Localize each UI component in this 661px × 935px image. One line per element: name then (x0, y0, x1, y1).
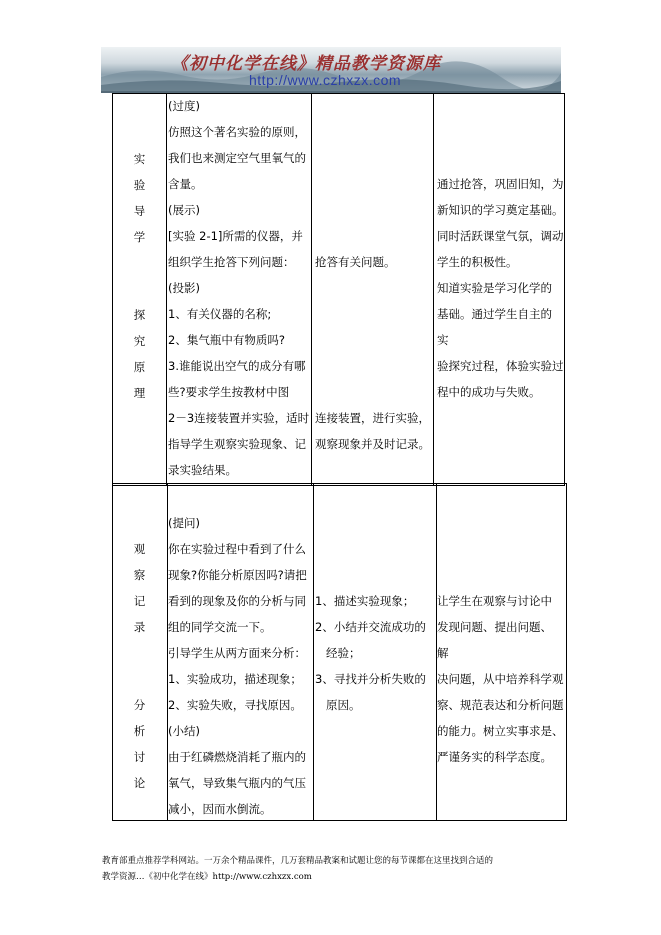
text-line (437, 119, 568, 145)
text-line: 同时活跃课堂气氛，调动 (437, 229, 564, 243)
row1-intent-text (437, 93, 568, 405)
text-line: 看到的现象及你的分析与同 (168, 594, 306, 608)
text-line: 发现问题、提出问题、 (437, 620, 552, 634)
text-line: 现象?你能分析原因吗?请把 (168, 568, 307, 582)
text-line: 的能力。树立实事求是、 (437, 724, 564, 738)
text-line: 连接装置，进行实验， (315, 411, 430, 425)
text-line (437, 562, 568, 588)
footer-link[interactable]: 教学资源…《初中化学在线》http://www.czhxzx.com (102, 872, 312, 882)
text-line (315, 145, 435, 171)
text-line: 引导学生从两方面来分析： (168, 646, 306, 660)
row1-student-text (315, 93, 435, 457)
text-line: 严谨务实的科学态度。 (437, 750, 552, 764)
text-line: 些?要求学生按教材中图 (168, 385, 290, 399)
text-line: 3.谁能说出空气的成分有哪 (168, 359, 306, 373)
text-line: 知道实验是学习化学的 (437, 281, 552, 295)
stage-char: 原 (133, 360, 146, 374)
text-line: (小结) (168, 724, 200, 738)
text-line: 录实验结果。 (168, 463, 237, 477)
text-line (315, 301, 435, 327)
text-line: 新知识的学习奠定基础。 (437, 203, 564, 217)
stage-char: 析 (133, 724, 146, 738)
text-line: 1、实验成功，描述现象； (168, 672, 302, 686)
text-line: 程中的成功与失败。 (437, 385, 541, 399)
text-line: 由于红磷燃烧消耗了瓶内的 (168, 750, 306, 764)
text-line: 观察现象并及时记录。 (315, 437, 430, 451)
text-line: 基础。通过学生自主的 (437, 307, 552, 321)
text-line: 验探究过程，体验实验过 (437, 359, 564, 373)
text-line: 让学生在观察与讨论中 (437, 594, 552, 608)
text-line: 指导学生观察实验现象、记 (168, 437, 306, 451)
stage-char: 察 (133, 568, 146, 582)
row2-intent-text (437, 510, 568, 770)
row2-student-text (315, 510, 435, 718)
text-line: 组的同学交流一下。 (168, 620, 272, 634)
text-line: 仿照这个著名实验的原则， (168, 125, 306, 139)
text-line: 你在实验过程中看到了什么 (168, 542, 306, 556)
text-line (315, 379, 435, 405)
header-banner (101, 47, 561, 93)
text-line: 2、小结并交流成功的 (315, 620, 426, 634)
text-line: [实验 2-1]所需的仪器，并 (168, 229, 303, 243)
stage-char: 验 (133, 178, 146, 192)
banner-url[interactable]: http://www.czhxzx.com (249, 72, 402, 88)
text-line: 察、规范表达和分析问题 (437, 698, 564, 712)
text-line: (投影) (168, 281, 200, 295)
stage-char: 论 (133, 776, 146, 790)
text-line: 经验； (315, 646, 361, 660)
stage-char: 讨 (133, 750, 146, 764)
stage-char: 探 (133, 308, 146, 322)
row2-stage-text (112, 536, 167, 796)
text-line: 2－3连接装置并实验，适时 (168, 411, 310, 425)
text-line (315, 171, 435, 197)
text-line: 2、集气瓶中有物质吗? (168, 333, 285, 347)
text-line (315, 93, 435, 119)
text-line: 学生的积极性。 (437, 255, 518, 269)
text-line: 决问题，从中培养科学观 (437, 672, 564, 686)
stage-char: 实 (133, 152, 146, 166)
text-line (315, 562, 435, 588)
text-line: 我们也来测定空气里氧气的 (168, 151, 306, 165)
text-line: (展示) (168, 203, 200, 217)
stage-cell (113, 94, 167, 486)
text-line (315, 119, 435, 145)
row1-teacher-text (168, 93, 313, 483)
stage-char: 观 (133, 542, 146, 556)
stage-char: 录 (133, 620, 146, 634)
text-line (437, 536, 568, 562)
text-line (437, 93, 568, 119)
text-line: 减小，因而水倒流。 (168, 802, 272, 816)
stage-char: 导 (133, 204, 146, 218)
text-line: 通过抢答，巩固旧知，为 (437, 177, 564, 191)
text-line: 抢答有关问题。 (315, 255, 396, 269)
text-line: 2、实验失败，寻找原因。 (168, 698, 302, 712)
text-line (315, 536, 435, 562)
text-line (315, 223, 435, 249)
stage-char: 学 (133, 230, 146, 244)
stage-char: 记 (133, 594, 146, 608)
text-line: 解 (437, 646, 449, 660)
text-line (437, 145, 568, 171)
banner-title: 《初中化学在线》精品教学资源库 (171, 54, 441, 74)
text-line: 组织学生抢答下列问题： (168, 255, 295, 269)
text-line (315, 275, 435, 301)
text-line (315, 510, 435, 536)
text-line: 1、描述实验现象； (315, 594, 415, 608)
text-line (315, 327, 435, 353)
text-line: (提问) (168, 516, 200, 530)
row2-teacher-text (168, 510, 313, 822)
text-line: 含量。 (168, 177, 203, 191)
stage-char: 分 (133, 698, 146, 712)
text-line (315, 197, 435, 223)
row-divider (112, 483, 567, 484)
stage-char: 究 (133, 334, 146, 348)
text-line (437, 510, 568, 536)
text-line: 原因。 (315, 698, 361, 712)
text-line: 3、寻找并分析失败的 (315, 672, 426, 686)
stage-char: 理 (133, 386, 146, 400)
page-footer (102, 853, 572, 885)
text-line: 实 (437, 333, 449, 347)
text-line: 1、有关仪器的名称; (168, 307, 272, 321)
text-line (315, 353, 435, 379)
text-line: 氧气，导致集气瓶内的气压 (168, 776, 306, 790)
text-line: (过度) (168, 99, 200, 113)
footer-line: 教育部重点推荐学科网站。一万余个精品课件，几万套精品教案和试题让您的每节课都在这里找到合适的 (102, 856, 494, 866)
